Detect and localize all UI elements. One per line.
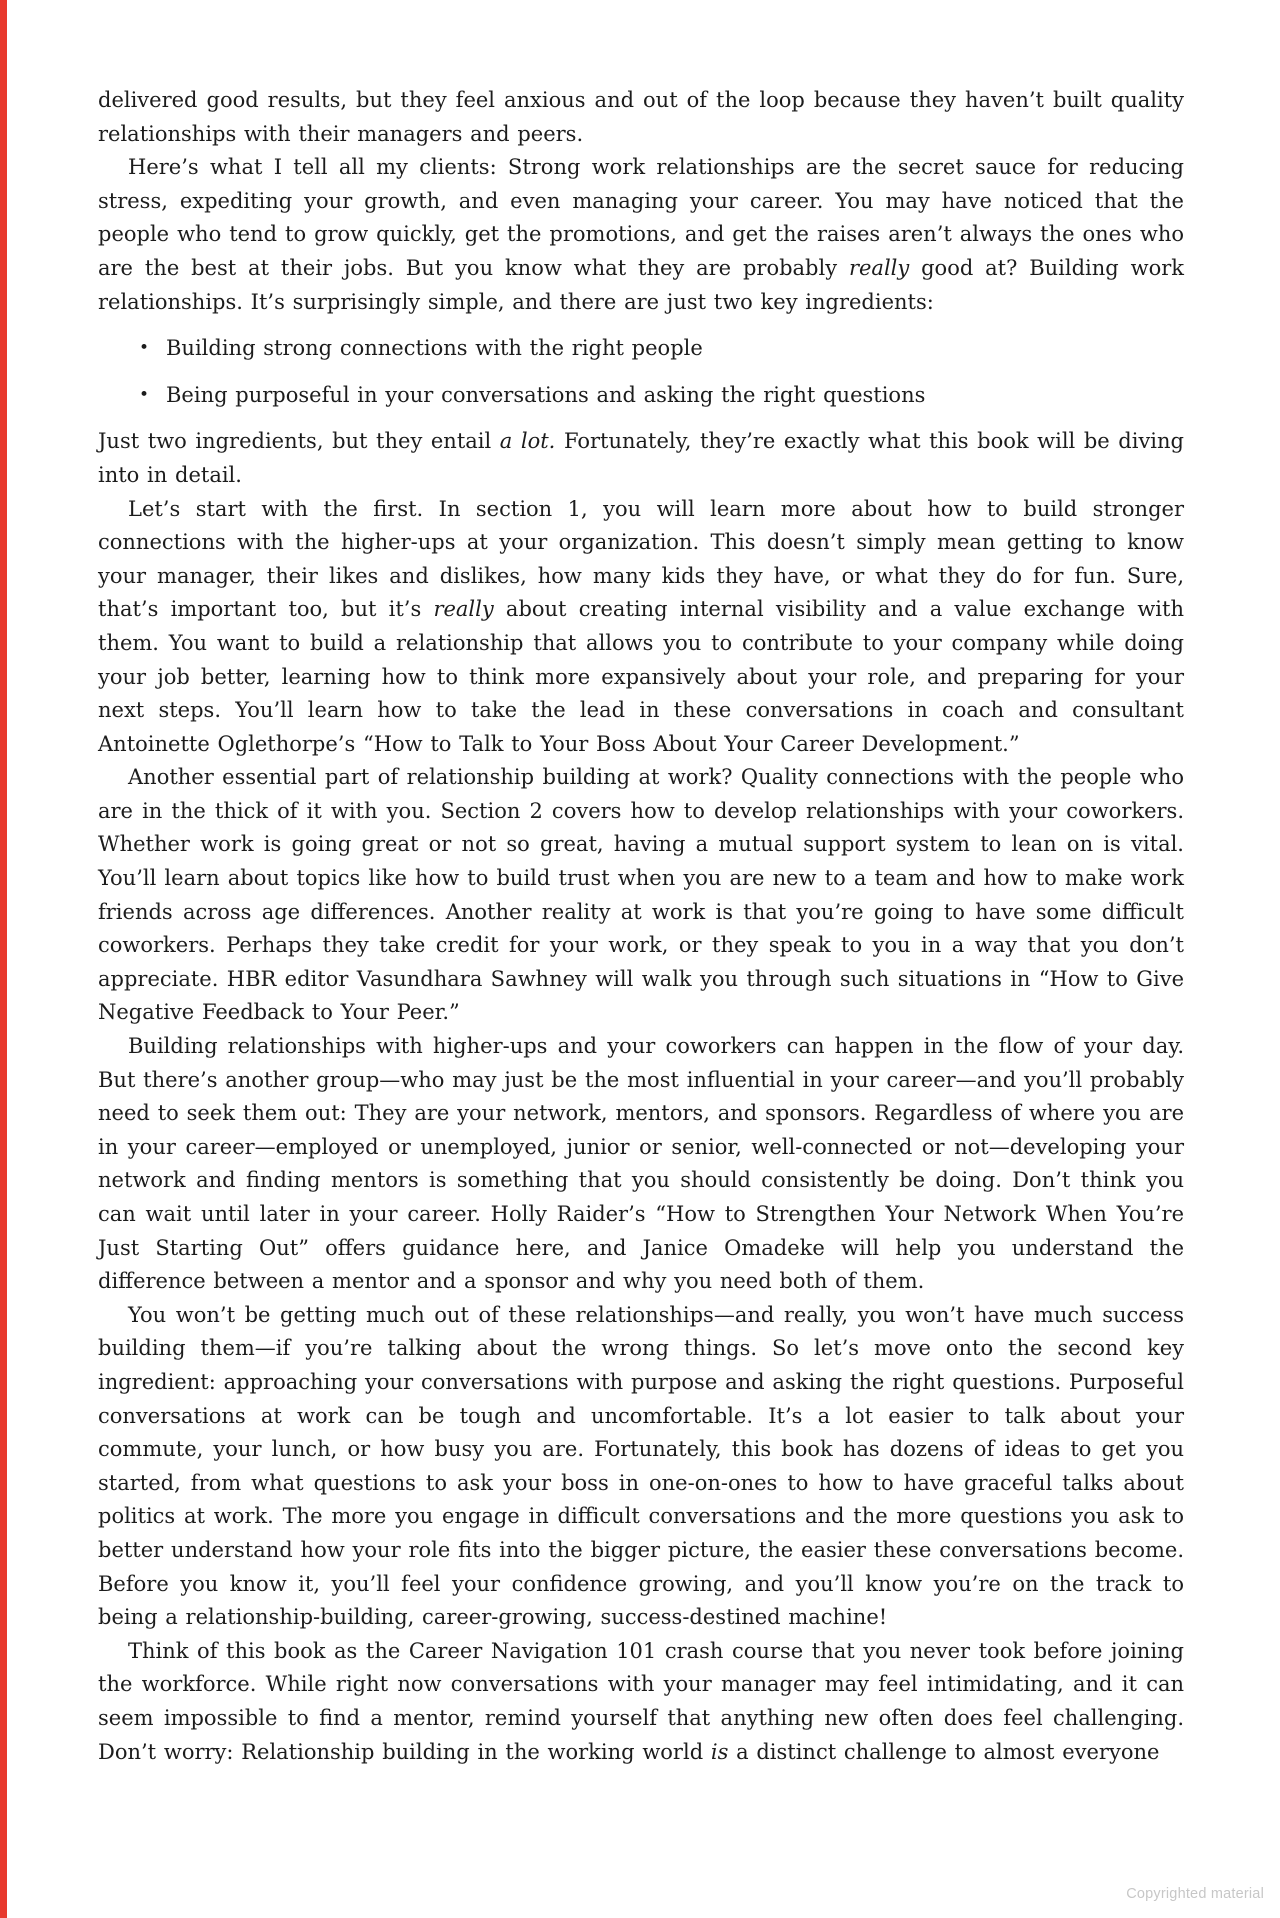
italic-text-run: really <box>848 255 910 280</box>
bullet-icon: • <box>139 338 150 359</box>
paragraph <box>98 1030 1184 1299</box>
paragraph <box>98 84 1184 151</box>
bullet-item <box>139 332 1184 366</box>
text-run: a distinct challenge to almost everyone <box>728 1739 1160 1764</box>
bullet-item <box>139 379 1184 413</box>
text-run: about creating internal visibility and a value exchange with them. You want to build a relationship that allows you to contribute to your company while doing your job better, learning how to think more expansively about your role, and preparing for your next steps. You’ll learn how to take the lead in these conversations in coach and consultant Antoinette Oglethorpe’s “How to Talk to Your Boss About Your Career Development.” <box>98 597 1184 756</box>
copyright-watermark: Copyrighted material <box>1126 1886 1264 1902</box>
page-edge-strip <box>0 0 7 1918</box>
paragraph <box>98 1299 1184 1635</box>
text-run: Fortunately, they’re exactly what this book will be diving into in detail. <box>98 429 1184 487</box>
text-run: Building strong connections with the right people <box>166 336 703 361</box>
paragraph <box>98 493 1184 762</box>
text-run: Building relationships with higher-ups and your coworkers can happen in the flow of your day. But there’s another group—who may just be the most influential in your career—and you’ll probably need to seek them out: They are your network, mentors, and sponsors. Regardless of where you are in your career—employed or unemployed, junior or senior, well-connected or not—developing your network and finding mentors is something that you should consistently be doing. Don’t think you can wait until later in your career. Holly Raider’s “How to Strengthen Your Network When You’re Just Starting Out” offers guidance here, and Janice Omadeke will help you understand the difference between a mentor and a sponsor and why you need both of them. <box>98 1034 1184 1294</box>
text-run: good at? Building work relationships. It’s surprisingly simple, and there are just two key ingredients: <box>98 255 1184 314</box>
italic-text-run: is <box>710 1739 729 1764</box>
text-run: delivered good results, but they feel anxious and out of the loop because they haven’t built quality relationships with their managers and peers. <box>98 88 1184 146</box>
bullet-text <box>166 332 703 366</box>
text-run: Just two ingredients, but they entail <box>98 429 500 454</box>
paragraph <box>98 761 1184 1030</box>
paragraph <box>98 425 1184 492</box>
italic-text-run: a lot. <box>499 429 556 454</box>
text-run: Another essential part of relationship building at work? Quality connections with the people who are in the thick of it with you. Section 2 covers how to develop relationships with your coworkers. Whether work is going great or not so great, having a mutual support system to lean on is vital. You’ll learn about topics like how to build trust when you are new to a team and how to make work friends across age differences. Another reality at work is that you’re going to have some difficult coworkers. Perhaps they take credit for your work, or they speak to you in a way that you don’t appreciate. HBR editor Vasundhara Sawhney will walk you through such situations in “How to Give Negative Feedback to Your Peer.” <box>98 765 1184 1025</box>
text-run: Let’s start with the first. In section 1, you will learn more about how to build stronger connections with the higher-ups at your organization. This doesn’t simply mean getting to know your manager, their likes and dislikes, how many kids they have, or what they do for fun. Sure, that’s important too, but it’s <box>98 496 1184 622</box>
bullet-text <box>166 379 925 413</box>
paragraph <box>98 151 1184 319</box>
text-run: Being purposeful in your conversations and asking the right questions <box>166 382 926 407</box>
paragraph <box>98 1635 1184 1769</box>
italic-text-run: really <box>433 597 494 622</box>
page-text-block <box>98 84 1184 1769</box>
text-run: Think of this book as the Career Navigation 101 crash course that you never took before joining the workforce. While right now conversations with your manager may feel intimidating, and it can seem impossible to find a mentor, remind yourself that anything new often does feel challenging. Don’t worry: Relationship building in the working world <box>98 1638 1184 1764</box>
text-run: Here’s what I tell all my clients: Strong work relationships are the secret sauce for reducing stress, expediting your growth, and even managing your career. You may have noticed that the people who tend to grow quickly, get the promotions, and get the raises aren’t always the ones who are the best at their jobs. But you know what they are probably <box>98 155 1184 280</box>
bullet-icon: • <box>139 384 150 405</box>
text-run: You won’t be getting much out of these relationships—and really, you won’t have much success building them—if you’re talking about the wrong things. So let’s move onto the second key ingredient: approaching your conversations with purpose and asking the right questions. Purposeful conversations at work can be tough and uncomfortable. It’s a lot easier to talk about your commute, your lunch, or how busy you are. Fortunately, this book has dozens of ideas to get you started, from what questions to ask your boss in one-on-ones to how to have graceful talks about politics at work. The more you engage in difficult conversations and the more questions you ask to better understand how your role fits into the bigger picture, the easier these conversations become. Before you know it, you’ll feel your confidence growing, and you’ll know you’re on the track to being a relationship-building, career-growing, success-destined machine! <box>98 1302 1184 1630</box>
